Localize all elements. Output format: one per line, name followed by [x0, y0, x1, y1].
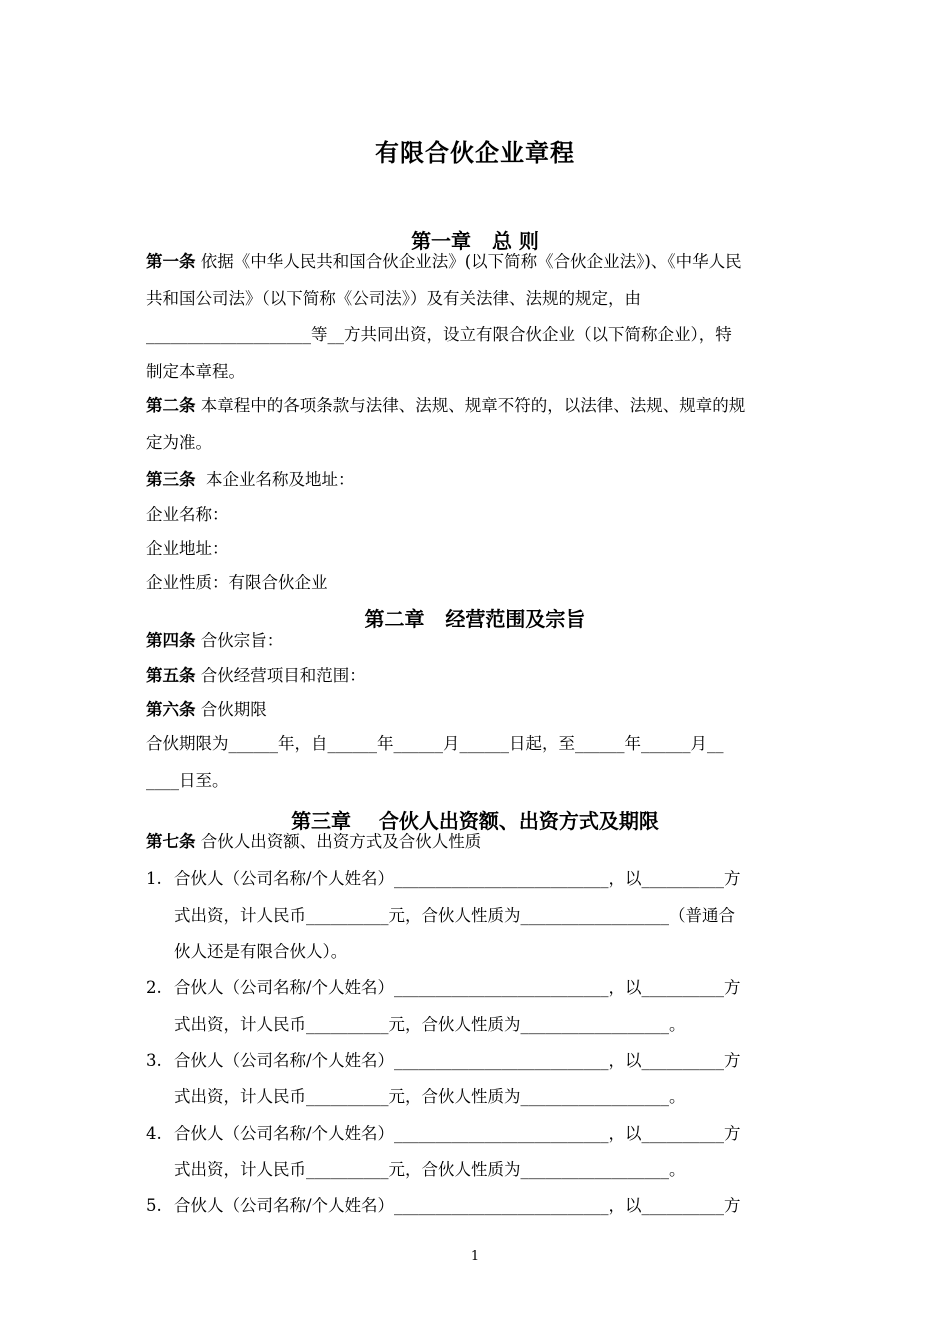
article-5-line	[146, 665, 366, 687]
article-6-label: 第六条	[146, 700, 196, 719]
article-2-line-1	[146, 395, 745, 417]
article-6-text: 合伙期限	[200, 700, 267, 719]
partner-4-line-1: 合伙人（公司名称/个人姓名）__________________________，以__________方	[174, 1124, 741, 1143]
article-3-text: 本企业名称及地址：	[195, 470, 355, 489]
article-1-label: 第一条	[146, 252, 196, 271]
article-1-line-3: ____________________等__方共同出资，设立有限合伙企业（以下简称企业），特	[146, 325, 732, 344]
partner-3-line-2: 式出资，计人民币__________元，合伙人性质为__________________。	[174, 1087, 686, 1106]
partner-2-line-2: 式出资，计人民币__________元，合伙人性质为__________________。	[174, 1015, 686, 1034]
article-5-label: 第五条	[146, 666, 196, 685]
partner-2-number: 2.	[146, 978, 162, 997]
article-5-text: 合伙经营项目和范围：	[200, 666, 366, 685]
partner-2-line-1: 合伙人（公司名称/个人姓名）__________________________，以__________方	[174, 978, 741, 997]
partner-5-number: 5.	[146, 1196, 162, 1215]
article-2-line-2: 定为准。	[146, 433, 212, 452]
article-7-label: 第七条	[146, 832, 196, 851]
partner-5-line-1: 合伙人（公司名称/个人姓名）__________________________，以__________方	[174, 1196, 741, 1215]
article-3-label: 第三条	[146, 470, 196, 489]
partner-1-line-3: 伙人还是有限合伙人）。	[174, 942, 348, 961]
term-line-2: ____日至。	[146, 771, 229, 790]
partner-4-number: 4.	[146, 1124, 162, 1143]
partner-4-line-2: 式出资，计人民币__________元，合伙人性质为__________________。	[174, 1160, 686, 1179]
partner-3-number: 3.	[146, 1051, 162, 1070]
article-4-label: 第四条	[146, 631, 196, 650]
article-2-text: 本章程中的各项条款与法律、法规、规章不符的，以法律、法规、规章的规	[200, 396, 746, 415]
article-7-line	[146, 831, 481, 853]
partner-1-line-1: 合伙人（公司名称/个人姓名）__________________________，以__________方	[174, 869, 741, 888]
chapter-2-heading: 第二章 经营范围及宗旨	[364, 607, 586, 631]
article-6-line	[146, 699, 267, 721]
chapter-3-heading: 第三章 合伙人出资额、出资方式及期限	[291, 809, 659, 833]
partner-1-line-2: 式出资，计人民币__________元，合伙人性质为__________________（普通合	[174, 906, 735, 925]
article-1-line-2: 共和国公司法》（以下简称《公司法》）及有关法律、法规的规定，由	[146, 289, 641, 308]
article-4-text: 合伙宗旨：	[200, 631, 284, 650]
term-line-1: 合伙期限为______年，自______年______月______日起，至______年______月__	[146, 734, 724, 753]
document-title: 有限合伙企业章程	[375, 138, 575, 167]
article-1-text: 依据《中华人民共和国合伙企业法》(以下简称《合伙企业法》)、《中华人民	[200, 252, 742, 271]
enterprise-address-line: 企业地址：	[146, 539, 229, 558]
chapter-1-heading: 第一章 总 则	[411, 229, 539, 253]
article-3-line-1	[146, 469, 355, 491]
article-1-line-1	[146, 251, 742, 273]
enterprise-nature-line: 企业性质：有限合伙企业	[146, 573, 328, 592]
article-4-line	[146, 630, 283, 652]
partner-1-number: 1.	[146, 869, 162, 888]
article-1-line-4: 制定本章程。	[146, 362, 245, 381]
partner-3-line-1: 合伙人（公司名称/个人姓名）__________________________，以__________方	[174, 1051, 741, 1070]
article-7-text: 合伙人出资额、出资方式及合伙人性质	[200, 832, 482, 851]
article-2-label: 第二条	[146, 396, 196, 415]
enterprise-name-line: 企业名称：	[146, 505, 229, 524]
page-number: 1	[470, 1249, 480, 1264]
